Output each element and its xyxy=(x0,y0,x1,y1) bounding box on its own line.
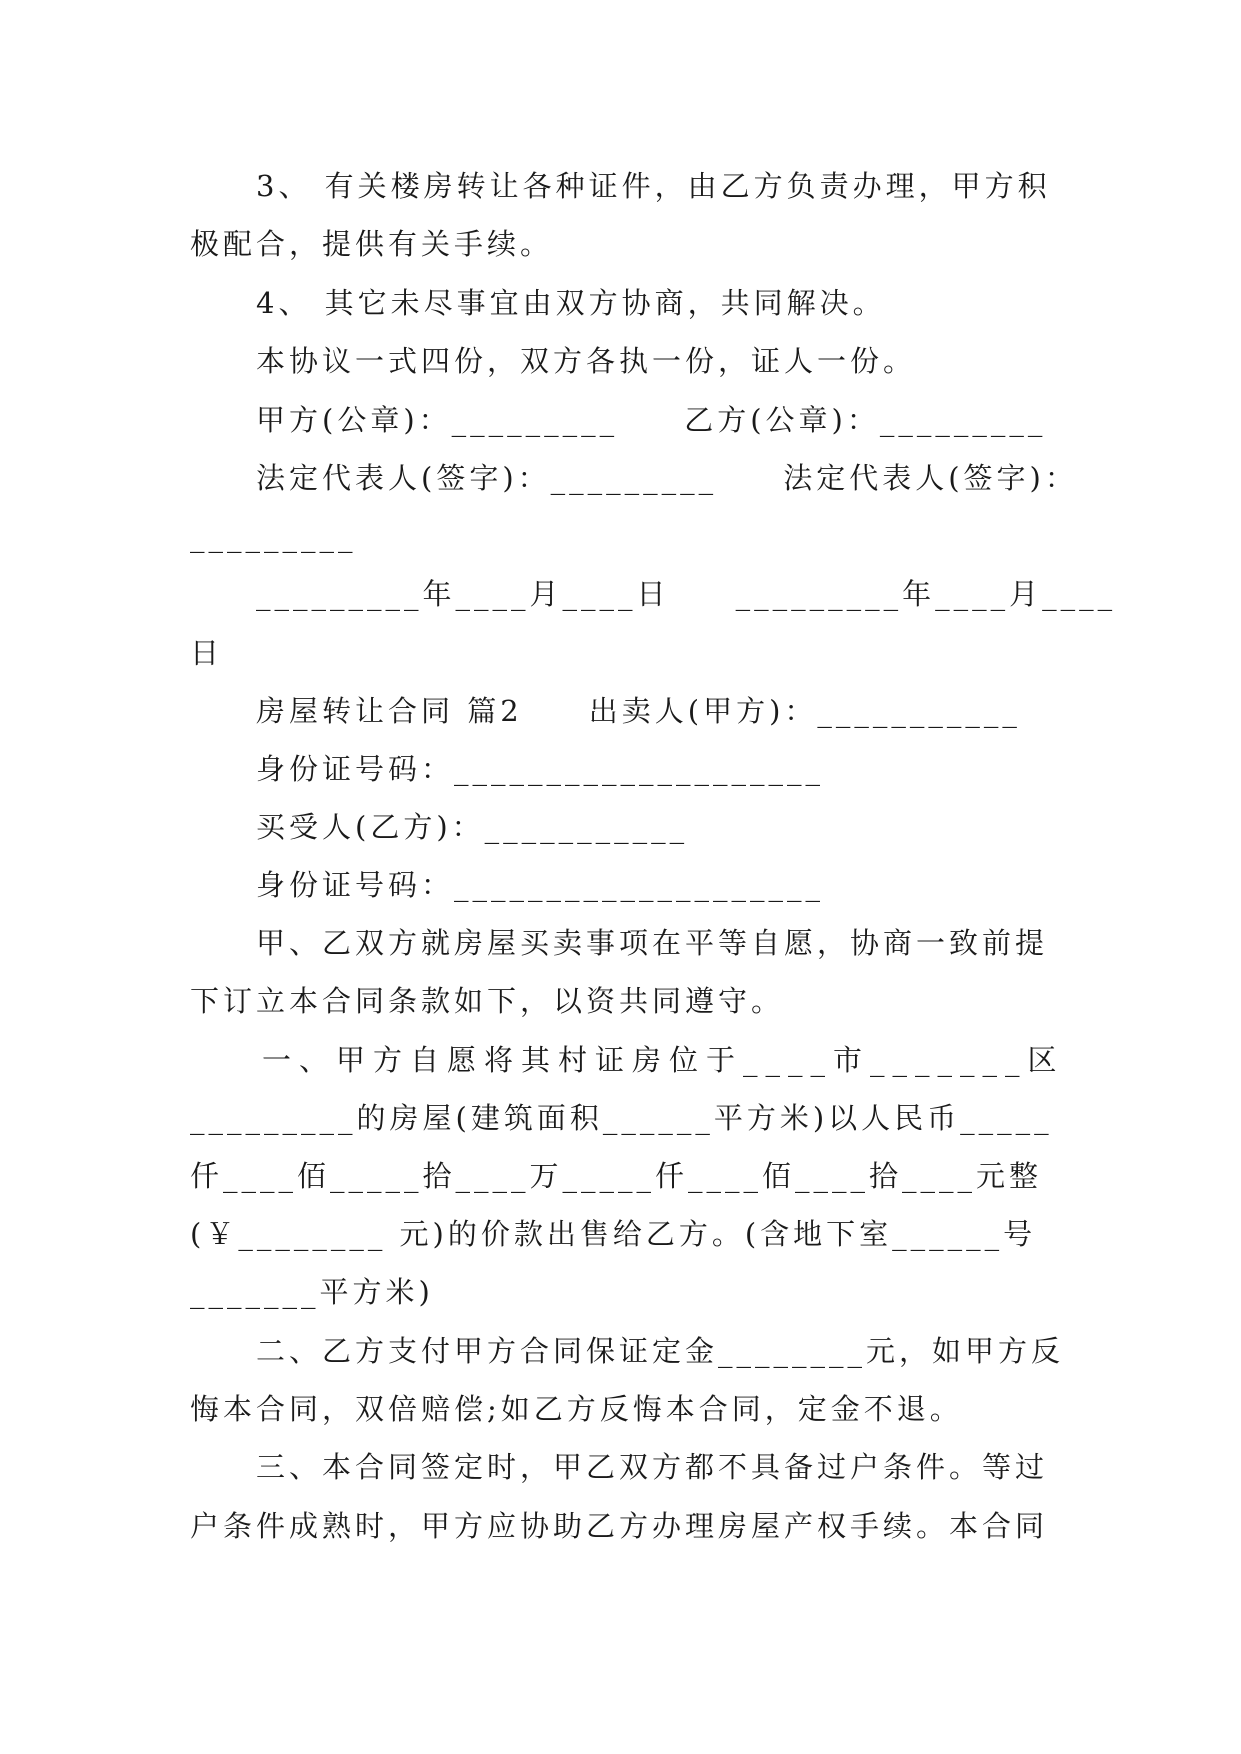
text-line: 极配合，提供有关手续。 xyxy=(190,227,554,261)
date-line: _________年____月____日 _________年____月____ xyxy=(256,577,1117,611)
section-heading: 房屋转让合同 篇2 出卖人(甲方)：___________ xyxy=(256,694,1021,728)
id-number-seller: 身份证号码：____________________ xyxy=(256,752,825,786)
clause-two: 二、乙方支付甲方合同保证定金________元，如甲方反 xyxy=(256,1334,1065,1368)
id-number-buyer: 身份证号码：____________________ xyxy=(256,868,825,902)
signature-blank: _________ xyxy=(190,519,357,553)
buyer-line: 买受人(乙方)：___________ xyxy=(256,810,689,844)
text-line: 3、 有关楼房转让各种证件，由乙方负责办理，甲方积 xyxy=(256,169,1051,203)
clause-two-continued: 悔本合同，双倍赔偿;如乙方反悔本合同，定金不退。 xyxy=(190,1392,963,1426)
text-line: 4、 其它未尽事宜由双方协商，共同解决。 xyxy=(256,286,886,320)
date-line-continued: 日 xyxy=(190,636,224,670)
signature-line-seal: 甲方(公章)：_________ 乙方(公章)：_________ xyxy=(256,403,1047,437)
clause-three: 三、本合同签定时，甲乙双方都不具备过户条件。等过 xyxy=(256,1450,1049,1484)
signature-line-representative: 法定代表人(签字)：_________ 法定代表人(签字)： xyxy=(256,461,1078,495)
text-line: 甲、乙双方就房屋买卖事项在平等自愿，协商一致前提 xyxy=(256,926,1049,960)
clause-one-continued: _______平方米) xyxy=(190,1275,434,1309)
text-line: 本协议一式四份，双方各执一份，证人一份。 xyxy=(256,344,917,378)
clause-one-continued: 仟____佰_____拾____万_____仟____佰____拾____元整 xyxy=(190,1159,1043,1193)
clause-one-continued: (￥________ 元)的价款出售给乙方。(含地下室______号 xyxy=(190,1217,1037,1251)
text-line: 下订立本合同条款如下，以资共同遵守。 xyxy=(190,984,785,1018)
clause-one: 一、甲方自愿将其村证房位于____市_______区 xyxy=(262,1043,1065,1077)
clause-three-continued: 户条件成熟时，甲方应协助乙方办理房屋产权手续。本合同 xyxy=(190,1509,1049,1543)
clause-one-continued: _________的房屋(建筑面积______平方米)以人民币_____ xyxy=(190,1101,1053,1135)
